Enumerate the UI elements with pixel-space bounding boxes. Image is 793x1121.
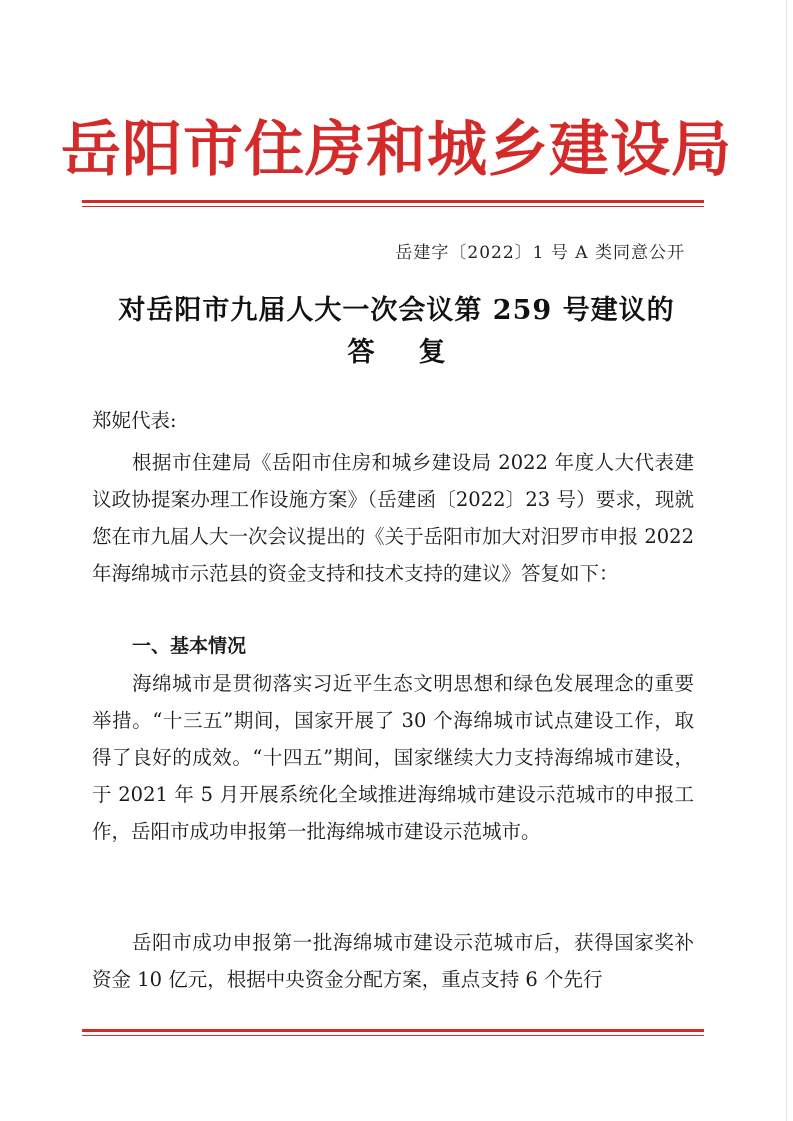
document-number: 岳建字〔2022〕1 号 A 类同意公开	[395, 243, 685, 263]
document-title-line1: 对岳阳市九届人大一次会议第 259 号建议的	[118, 295, 675, 326]
letterhead-divider-thick	[82, 200, 704, 203]
agency-letterhead-title: 岳阳市住房和城乡建设局	[61, 115, 732, 185]
body-paragraph-3: 岳阳市成功申报第一批海绵城市建设示范城市后，获得国家奖补资金 10 亿元，根据中央资金分配方案，重点支持 6 个先行	[92, 931, 694, 991]
letterhead-divider-thin	[82, 206, 704, 207]
body-paragraph-2: 海绵城市是贯彻落实习近平生态文明思想和绿色发展理念的重要举措。“十三五”期间，国家开展了 30 个海绵城市试点建设工作，取得了良好的成效。“十四五”期间，国家继续大力支持海绵城市建设，于 2021 年 5 月开展系统化全域推进海绵城市建设示范城市的申报工作，岳阳市成功申报第一批海绵城市建设示范城市。	[92, 672, 694, 843]
scan-edge-line	[786, 0, 787, 1121]
body-paragraph-1: 根据市住建局《岳阳市住房和城乡建设局 2022 年度人大代表建议政协提案办理工作设施方案》（岳建函〔2022〕23 号）要求，现就您在市九届人大一次会议提出的《关于岳阳市加大对汨罗市申报 2022 年海绵城市示范县的资金支持和技术支持的建议》答复如下：	[92, 451, 694, 585]
section-heading-basic-situation: 一、基本情况	[132, 635, 247, 657]
salutation: 郑妮代表:	[92, 409, 177, 432]
footer-divider-thin	[82, 1035, 704, 1036]
footer-divider-thick	[82, 1029, 704, 1032]
document-title-line2: 答复	[347, 337, 490, 368]
